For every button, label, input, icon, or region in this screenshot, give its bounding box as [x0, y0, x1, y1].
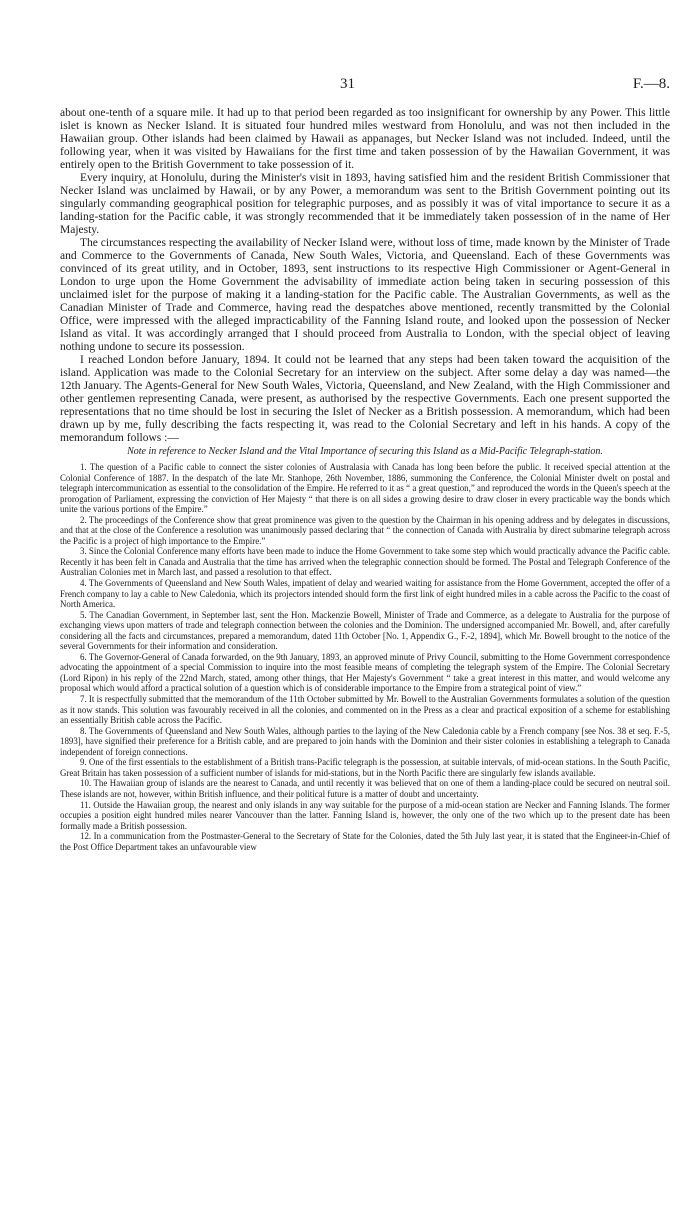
- memo-paragraph: 10. The Hawaiian group of islands are the nearest to Canada, and until recently it was believed that on one of them a landing-place could be secured on neutral soil. These islands are not, however, within British influence, and their political future is a matter of doubt and uncertainty.: [60, 778, 670, 799]
- memo-heading: Note in reference to Necker Island and the Vital Importance of securing this Island as a Mid-Pacific Telegraph-station.: [127, 446, 603, 457]
- body-paragraph: I reached London before January, 1894. It could not be learned that any steps had been taken toward the acquisition of the island. Application was made to the Colonial Secretary for an interview on the subject. After some delay a day was named—the 12th January. The Agents-General for New South Wales, Victoria, Queensland, and New Zealand, with the High Commissioner and other gentlemen representing Canada, were present, as authorised by the respective Governments. Each one present supported the representations that no time should be lost in securing the Islet of Necker as a British possession. A memorandum, which had been drawn up by me, fully describing the facts respecting it, was read to the Colonial Secretary and left in his hands. A copy of the memorandum follows :—: [60, 354, 670, 444]
- memo-paragraph: 1. The question of a Pacific cable to connect the sister colonies of Australasia with Canada has long been before the public. It received special attention at the Colonial Conference of 1887. In the despatch of the late Mr. Stanhope, 26th November, 1886, summoning the Conference, the Colonial Minister dwelt on postal and telegraph intercommunication as essential to the consolidation of the Empire. He referred to it as “ a great question,” and reproduced the words in the Queen's speech at the prorogation of Parliament, expressing the conviction of Her Majesty “ that there is on all sides a growing desire to draw closer in every practicable way the bonds which unite the various portions of the Empire.”: [60, 462, 670, 515]
- page-number: 31: [340, 76, 355, 92]
- memo-paragraph: 9. One of the first essentials to the establishment of a British trans-Pacific telegraph is the possession, at suitable intervals, of mid-ocean stations. In the South Pacific, Great Britain has taken possession of a sufficient number of islands for mid-stations, but in the North Pacific there are singularly few islands available.: [60, 757, 670, 778]
- memo-paragraph: 2. The proceedings of the Conference show that great prominence was given to the question by the Chairman in his opening address and by delegates in discussions, and that at the close of the Conference a resolution was unanimously passed declaring that “ the connection of Canada with Australia by direct submarine telegraph across the Pacific is a project of high importance to the Empire.”: [60, 514, 670, 546]
- memo-paragraph: 11. Outside the Hawaiian group, the nearest and only islands in any way suitable for the purpose of a mid-ocean station are Necker and Fanning Islands. The former occupies a position eight hundred miles nearer Vancouver than the latter. Fanning Island is, however, the only one of the two which up to the present date has been formally made a British possession.: [60, 799, 670, 831]
- memo-paragraph: 7. It is respectfully submitted that the memorandum of the 11th October submitted by Mr. Bowell to the Australian Governments formulates a solution of the question as it now stands. This solution was favourably received in all the colonies, and commented on in the Press as a clear and practical exposition of a scheme for establishing an essentially British cable across the Pacific.: [60, 694, 670, 726]
- body-paragraph: about one-tenth of a square mile. It had up to that period been regarded as too insignificant for ownership by any Power. This little islet is known as Necker Island. It is situated four hundred miles westward from Honolulu, and was not then included in the Hawaiian group. Other islands had been claimed by Hawaii as appanages, but Necker Island was not included. Indeed, until the following year, when it was visited by Hawaiians for the first time and taken possession of by the Hawaiian Government, it was entirely open to the British Government to take possession of it.: [60, 107, 670, 171]
- memo-paragraph: 6. The Governor-General of Canada forwarded, on the 9th January, 1893, an approved minute of Privy Council, submitting to the Home Government correspondence advocating the appointment of a special Commission to inquire into the most feasible means of completing the telegraph system of the Empire. The Colonial Secretary (Lord Ripon) in his reply of the 22nd March, stated, among other things, that Her Majesty's Government “ take a great interest in this matter, and would welcome any proposal which would afford a practical solution of a question which is of considerable importance to the Empire from a strategical point of view.”: [60, 651, 670, 694]
- memo-paragraph: 12. In a communication from the Postmaster-General to the Secretary of State for the Colonies, dated the 5th July last year, it is stated that the Engineer-in-Chief of the Post Office Department takes an unfavourable view: [60, 831, 670, 852]
- memo-paragraph: 5. The Canadian Government, in September last, sent the Hon. Mackenzie Bowell, Minister of Trade and Commerce, as a delegate to Australia for the purpose of exchanging views upon matters of trade and telegraph connection between the colonies and the Dominion. The undersigned accompanied Mr. Bowell, and, after carefully considering all the facts and circumstances, prepared a memorandum, dated 11th October [No. 1, Appendix G., F.-2, 1894], which Mr. Bowell brought to the notice of the several Governments for their information and consideration.: [60, 609, 670, 652]
- body-paragraph: Every inquiry, at Honolulu, during the Minister's visit in 1893, having satisfied him and the resident British Commissioner that Necker Island was unclaimed by Hawaii, or by any Power, a memorandum was sent to the British Government pointing out its singularly commanding geographical position for telegraphic purposes, and as possibly it was of vital importance to secure it as a landing-station for the Pacific cable, it was strongly recommended that it be immediately taken possession of in the name of Her Majesty.: [60, 172, 670, 236]
- memo-paragraph: 8. The Governments of Queensland and New South Wales, although parties to the laying of the New Caledonia cable by a French company [see Nos. 38 et seq. F.-5, 1893], have signified their preference for a British cable, and are prepared to join hands with the Dominion and their sister colonies in establishing a telegraph to Canada independent of foreign connections.: [60, 725, 670, 757]
- memo-paragraph: 4. The Governments of Queensland and New South Wales, impatient of delay and wearied waiting for assistance from the Home Government, accepted the offer of a French company to lay a cable to New Caledonia, which its projectors intended should form the first link of eight hundred miles in a cable across the Pacific to the coast of North America.: [60, 578, 670, 610]
- memo-paragraph: 3. Since the Colonial Conference many efforts have been made to induce the Home Government to take some step which would practically advance the Pacific cable. Recently it has been felt in Canada and Australia that the time has arrived when the telegraphic connection should be formed. The Postal and Telegraph Conference of the Australian Colonies met in March last, and passed a resolution to that effect.: [60, 546, 670, 578]
- body-paragraph: The circumstances respecting the availability of Necker Island were, without loss of time, made known by the Minister of Trade and Commerce to the Governments of Canada, New South Wales, Victoria, and Queensland. Each of these Governments was convinced of its great utility, and in October, 1893, sent instructions to its respective High Commissioner or Agent-General in London to urge upon the Home Government the advisability of immediate action being taken in securing possession of this unclaimed islet for the purpose of making it a landing-station for the Pacific cable. The Australian Governments, as well as the Canadian Minister of Trade and Commerce, having read the despatches above mentioned, recently transmitted by the Colonial Office, were impressed with the alleged impracticability of the Fanning Island route, and looked upon the possession of Necker Island as vital. It was accordingly arranged that I should proceed from Australia to London, with the special object of leaving nothing undone to secure its possession.: [60, 237, 670, 353]
- body-text: [60, 107, 670, 852]
- document-reference: F.—8.: [632, 76, 670, 92]
